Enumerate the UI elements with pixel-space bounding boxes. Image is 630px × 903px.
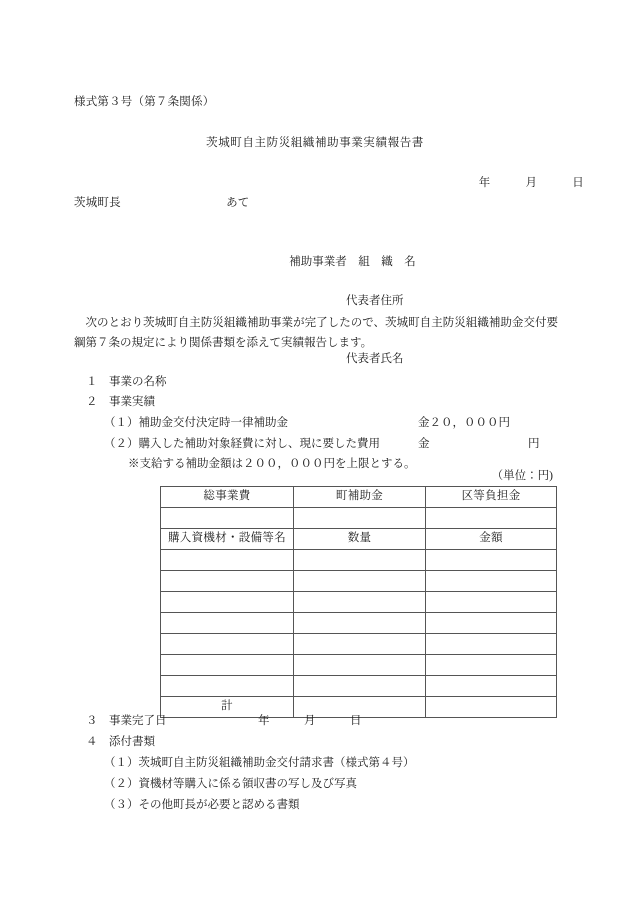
date-line: 年 月 日 (478, 177, 584, 189)
item-3-completion-date-label: ３ 事業完了日 (86, 715, 167, 727)
item-4-2-attachment: （２）資機材等購入に係る領収書の写し及び写真 (104, 778, 357, 790)
item-4-3-attachment: （３）その他町長が必要と認める書類 (104, 799, 300, 811)
cost-value-total[interactable] (161, 508, 294, 529)
item-2-1-label: （１）補助金交付決定時一律補助金 (104, 417, 288, 429)
item-2-project-results: ２ 事業実績 (86, 396, 155, 408)
cost-header-district-share: 区等負担金 (426, 487, 557, 508)
item-name-cell[interactable] (161, 634, 294, 655)
item-name-cell[interactable] (161, 655, 294, 676)
applicant-organization-line: 補助事業者 組 織 名 (289, 255, 416, 268)
item-name-cell[interactable] (161, 550, 294, 571)
item-2-1-value: 金２０，０００円 (418, 417, 510, 429)
applicant-address-line: 代表者住所 (346, 294, 404, 307)
page-title: 茨城町自主防災組織補助事業実績報告書 (206, 137, 424, 149)
cost-header-town-subsidy: 町補助金 (294, 487, 426, 508)
item-amount-cell[interactable] (426, 571, 557, 592)
total-amount-cell[interactable] (426, 697, 557, 718)
item-amount-cell[interactable] (426, 676, 557, 697)
addressee-line: 茨城町長 あて (74, 197, 250, 209)
item-amount-cell[interactable] (426, 550, 557, 571)
item-4-attachments: ４ 添付書類 (86, 736, 155, 748)
item-amount-cell[interactable] (426, 634, 557, 655)
item-header-quantity: 数量 (294, 529, 426, 550)
table-row (161, 571, 557, 592)
item-qty-cell[interactable] (294, 655, 426, 676)
table-row (161, 613, 557, 634)
expense-table-wrapper (160, 486, 553, 718)
cost-value-district-share[interactable] (426, 508, 557, 529)
table-unit-note: （単位：円) (491, 470, 553, 482)
table-row (161, 655, 557, 676)
item-header-equipment-name: 購入資機材・設備等名 (161, 529, 294, 550)
table-row (161, 550, 557, 571)
item-name-cell[interactable] (161, 592, 294, 613)
cost-header-total: 総事業費 (161, 487, 294, 508)
cost-value-town-subsidy[interactable] (294, 508, 426, 529)
item-amount-cell[interactable] (426, 592, 557, 613)
item-3-completion-date-value: 年 月 日 (258, 715, 362, 727)
item-header-amount: 金額 (426, 529, 557, 550)
item-name-cell[interactable] (161, 571, 294, 592)
item-amount-cell[interactable] (426, 655, 557, 676)
table-row (161, 634, 557, 655)
item-qty-cell[interactable] (294, 676, 426, 697)
item-qty-cell[interactable] (294, 571, 426, 592)
item-amount-cell[interactable] (426, 613, 557, 634)
body-paragraph: 次のとおり茨城町自主防災組織補助事業が完了したので、茨城町自主防災組織補助金交付要綱第７条の規定により関係書類を添えて実績報告します。 (74, 317, 558, 349)
item-1-project-name: １ 事業の名称 (86, 376, 167, 388)
item-qty-cell[interactable] (294, 634, 426, 655)
item-2-2-currency-prefix: 金 (418, 438, 430, 450)
item-name-cell[interactable] (161, 676, 294, 697)
item-qty-cell[interactable] (294, 550, 426, 571)
expense-table (160, 486, 557, 718)
item-2-2-label: （２）購入した補助対象経費に対し、現に要した費用 (104, 438, 380, 450)
cost-value-row (161, 508, 557, 529)
table-row (161, 592, 557, 613)
item-qty-cell[interactable] (294, 613, 426, 634)
cost-header-row (161, 487, 557, 508)
applicant-name-line: 代表者氏名 (346, 353, 404, 365)
item-2-note: ※支給する補助金額は２００，０００円を上限とする。 (128, 458, 416, 470)
item-2-2-currency-suffix: 円 (528, 438, 540, 450)
table-row (161, 676, 557, 697)
item-4-1-attachment: （１）茨城町自主防災組織補助金交付請求書（様式第４号） (104, 757, 415, 769)
total-label: 計 (161, 697, 294, 718)
form-number: 様式第３号（第７条関係） (74, 96, 215, 108)
item-qty-cell[interactable] (294, 592, 426, 613)
item-name-cell[interactable] (161, 613, 294, 634)
item-header-row (161, 529, 557, 550)
